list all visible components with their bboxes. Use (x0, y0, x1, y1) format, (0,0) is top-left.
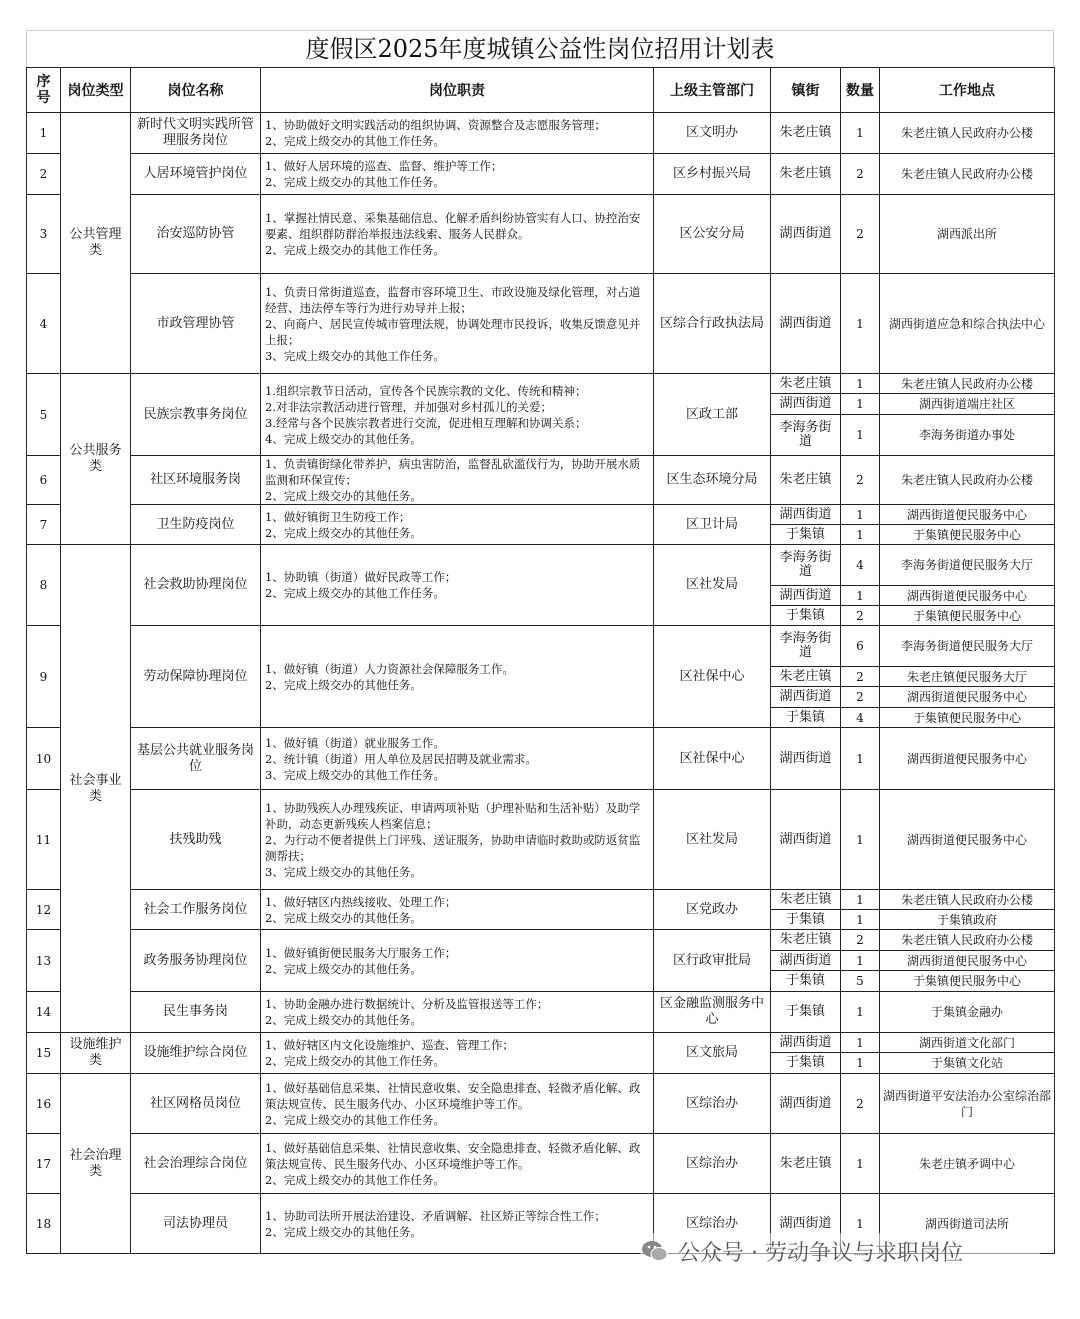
quantity-cell: 1 (841, 1053, 880, 1074)
department-cell: 区综治办 (654, 1074, 771, 1134)
quantity-cell: 2 (841, 195, 880, 274)
location-cell: 于集镇金融办 (880, 992, 1055, 1033)
duty-cell: 1、协助残疾人办理残疾证、申请两项补贴（护理补贴和生活补贴）及助学补助，动态更新残疾人档案信息； 2、为行动不便者提供上门评残、送证服务，协助申请临时救助或防返贫监测帮扶； 3、完成上级交办的其他任务。 (261, 790, 654, 890)
location-cell: 于集镇便民服务中心 (880, 525, 1055, 545)
table-row (27, 890, 1055, 910)
position-name-cell: 新时代文明实践所管理服务岗位 (131, 113, 261, 154)
table-row (27, 545, 1055, 586)
table-row (27, 992, 1055, 1033)
position-name-cell: 社会救助协理岗位 (131, 545, 261, 626)
row-number-cell: 18 (27, 1194, 61, 1254)
row-number-cell: 1 (27, 113, 61, 154)
town-cell: 湖西街道 (771, 274, 841, 374)
position-name-cell: 社会治理综合岗位 (131, 1134, 261, 1194)
table-row (27, 456, 1055, 505)
category-cell: 社会治理类 (61, 1074, 131, 1254)
duty-cell: 1、做好镇（街道）就业服务工作。 2、统计镇（街道）用人单位及居民招聘及就业需求。 3、完成上级交办的其他工作任务。 (261, 728, 654, 790)
duty-cell: 1、负责镇街绿化带养护，病虫害防治，监督乱砍滥伐行为，协助开展水质监测和环保宣传； 2、完成上级交办的其他任务。 (261, 456, 654, 505)
row-number-cell: 16 (27, 1074, 61, 1134)
town-cell: 于集镇 (771, 992, 841, 1033)
town-cell: 湖西街道 (771, 951, 841, 971)
location-cell: 湖西街道便民服务中心 (880, 951, 1055, 971)
town-cell: 朱老庄镇 (771, 667, 841, 687)
row-number-cell: 8 (27, 545, 61, 626)
duty-cell: 1、做好镇街卫生防疫工作； 2、完成上级交办的其他任务。 (261, 505, 654, 545)
location-cell: 朱老庄镇人民政府办公楼 (880, 456, 1055, 505)
department-cell: 区社发局 (654, 545, 771, 626)
duty-cell: 1、协助做好文明实践活动的组织协调、资源整合及志愿服务管理； 2、完成上级交办的其他工作任务。 (261, 113, 654, 154)
department-cell: 区卫计局 (654, 505, 771, 545)
table-row (27, 374, 1055, 394)
location-cell: 湖西街道便民服务中心 (880, 505, 1055, 525)
table-row (27, 1134, 1055, 1194)
duty-cell: 1、做好镇（街道）人力资源社会保障服务工作。 2、完成上级交办的其他任务。 (261, 626, 654, 728)
row-number-cell: 12 (27, 890, 61, 930)
duty-cell: 1、做好辖区内文化设施维护、巡查、管理工作； 2、完成上级交办的其他工作任务。 (261, 1033, 654, 1074)
town-cell: 湖西街道 (771, 586, 841, 606)
department-cell: 区生态环境分局 (654, 456, 771, 505)
location-cell: 李海务街道便民服务大厅 (880, 626, 1055, 667)
quantity-cell: 1 (841, 1194, 880, 1254)
quantity-cell: 2 (841, 930, 880, 951)
row-number-cell: 17 (27, 1134, 61, 1194)
quantity-cell: 2 (841, 667, 880, 687)
row-number-cell: 6 (27, 456, 61, 505)
location-cell: 湖西街道文化部门 (880, 1033, 1055, 1053)
row-number-cell: 4 (27, 274, 61, 374)
department-cell: 区政工部 (654, 374, 771, 456)
position-name-cell: 民生事务岗 (131, 992, 261, 1033)
table-row (27, 790, 1055, 890)
table-row (27, 154, 1055, 195)
quantity-cell: 1 (841, 394, 880, 415)
position-name-cell: 司法协理员 (131, 1194, 261, 1254)
quantity-cell: 4 (841, 545, 880, 586)
location-cell: 湖西街道便民服务中心 (880, 728, 1055, 790)
quantity-cell: 2 (841, 154, 880, 195)
town-cell: 湖西街道 (771, 790, 841, 890)
quantity-cell: 1 (841, 586, 880, 606)
row-number-cell: 15 (27, 1033, 61, 1074)
town-cell: 朱老庄镇 (771, 154, 841, 195)
position-name-cell: 人居环境管护岗位 (131, 154, 261, 195)
table-row (27, 113, 1055, 154)
town-cell: 于集镇 (771, 525, 841, 545)
duty-cell: 1.组织宗教节日活动，宣传各个民族宗教的文化、传统和精神； 2.对非法宗教活动进行管理，并加强对乡村孤儿的关爱； 3.经常与各个民族宗教者进行交流，促进相互理解和协调关系； 4、完成上级交办的其他任务。 (261, 374, 654, 456)
position-name-cell: 设施维护综合岗位 (131, 1033, 261, 1074)
department-cell: 区综合行政执法局 (654, 274, 771, 374)
quantity-cell: 6 (841, 626, 880, 667)
location-cell: 朱老庄镇人民政府办公楼 (880, 890, 1055, 910)
quantity-cell: 2 (841, 687, 880, 708)
duty-cell: 1、做好辖区内热线接收、处理工作； 2、完成上级交办的其他任务。 (261, 890, 654, 930)
quantity-cell: 1 (841, 1134, 880, 1194)
department-cell: 区党政办 (654, 890, 771, 930)
department-cell: 区文明办 (654, 113, 771, 154)
department-cell: 区文旅局 (654, 1033, 771, 1074)
quantity-cell: 1 (841, 505, 880, 525)
department-cell: 区公安分局 (654, 195, 771, 274)
department-cell: 区综治办 (654, 1134, 771, 1194)
town-cell: 朱老庄镇 (771, 1134, 841, 1194)
town-cell: 湖西街道 (771, 505, 841, 525)
position-name-cell: 市政管理协管 (131, 274, 261, 374)
town-cell: 湖西街道 (771, 1194, 841, 1254)
table-row (27, 930, 1055, 951)
town-cell: 于集镇 (771, 910, 841, 930)
recruitment-plan-table (26, 67, 1055, 1254)
quantity-cell: 1 (841, 728, 880, 790)
location-cell: 湖西街道平安法治办公室综治部门 (880, 1074, 1055, 1134)
wechat-icon (640, 1236, 670, 1266)
row-number-cell: 3 (27, 195, 61, 274)
table-row (27, 195, 1055, 274)
town-cell: 李海务街道 (771, 415, 841, 456)
department-cell: 区社发局 (654, 790, 771, 890)
duty-cell: 1、做好基础信息采集、社情民意收集、安全隐患排查、轻微矛盾化解、政策法规宣传、民生服务代办、小区环境维护等工作。 2、完成上级交办的其他工作任务。 (261, 1134, 654, 1194)
department-cell: 区综治办 (654, 1194, 771, 1254)
row-number-cell: 10 (27, 728, 61, 790)
town-cell: 湖西街道 (771, 394, 841, 415)
department-cell: 区社保中心 (654, 626, 771, 728)
quantity-cell: 1 (841, 374, 880, 394)
header-cell: 镇街 (771, 68, 841, 113)
location-cell: 于集镇便民服务中心 (880, 708, 1055, 728)
town-cell: 湖西街道 (771, 195, 841, 274)
quantity-cell: 1 (841, 525, 880, 545)
duty-cell: 1、做好基础信息采集、社情民意收集、安全隐患排查、轻微矛盾化解、政策法规宣传、民生服务代办、小区环境维护等工作。 2、完成上级交办的其他工作任务。 (261, 1074, 654, 1134)
header-cell: 工作地点 (880, 68, 1055, 113)
location-cell: 李海务街道办事处 (880, 415, 1055, 456)
row-number-cell: 5 (27, 374, 61, 456)
header-cell: 序号 (27, 68, 61, 113)
category-cell: 社会事业类 (61, 545, 131, 1033)
duty-cell: 1、掌握社情民意、采集基础信息、化解矛盾纠纷协管实有人口、协控治安要素、组织群防群治举报违法线索、服务人民群众。 2、完成上级交办的其他工作任务。 (261, 195, 654, 274)
quantity-cell: 1 (841, 992, 880, 1033)
town-cell: 湖西街道 (771, 728, 841, 790)
table-row (27, 626, 1055, 667)
duty-cell: 1、协助司法所开展法治建设、矛盾调解、社区矫正等综合性工作； 2、完成上级交办的其他任务。 (261, 1194, 654, 1254)
position-name-cell: 治安巡防协管 (131, 195, 261, 274)
row-number-cell: 11 (27, 790, 61, 890)
duty-cell: 1、协助金融办进行数据统计、分析及监管报送等工作； 2、完成上级交办的其他任务。 (261, 992, 654, 1033)
header-cell: 数量 (841, 68, 880, 113)
position-name-cell: 劳动保障协理岗位 (131, 626, 261, 728)
town-cell: 李海务街道 (771, 626, 841, 667)
location-cell: 李海务街道便民服务大厅 (880, 545, 1055, 586)
town-cell: 于集镇 (771, 971, 841, 992)
quantity-cell: 1 (841, 1033, 880, 1053)
location-cell: 湖西街道便民服务中心 (880, 586, 1055, 606)
town-cell: 于集镇 (771, 708, 841, 728)
table-row (27, 505, 1055, 525)
row-number-cell: 7 (27, 505, 61, 545)
duty-cell: 1、负责日常街道巡查，监督市容环境卫生、市政设施及绿化管理，对占道经营、违法停车等行为进行劝导并上报； 2、向商户、居民宣传城市管理法规，协调处理市民投诉，收集反馈意见并上报； 3、完成上级交办的其他工作任务。 (261, 274, 654, 374)
position-name-cell: 社会工作服务岗位 (131, 890, 261, 930)
town-cell: 湖西街道 (771, 1074, 841, 1134)
location-cell: 于集镇文化站 (880, 1053, 1055, 1074)
duty-cell: 1、做好镇街便民服务大厅服务工作； 2、完成上级交办的其他任务。 (261, 930, 654, 992)
town-cell: 湖西街道 (771, 1033, 841, 1053)
watermark (640, 1233, 1040, 1269)
location-cell: 朱老庄镇人民政府办公楼 (880, 113, 1055, 154)
location-cell: 朱老庄镇人民政府办公楼 (880, 930, 1055, 951)
department-cell: 区行政审批局 (654, 930, 771, 992)
location-cell: 朱老庄镇人民政府办公楼 (880, 374, 1055, 394)
quantity-cell: 1 (841, 910, 880, 930)
category-cell: 设施维护类 (61, 1033, 131, 1074)
watermark-text: 公众号 · 劳动争议与求职岗位 (678, 1240, 963, 1266)
position-name-cell: 基层公共就业服务岗位 (131, 728, 261, 790)
position-name-cell: 扶残助残 (131, 790, 261, 890)
duty-cell: 1、协助镇（街道）做好民政等工作； 2、完成上级交办的其他工作任务。 (261, 545, 654, 626)
row-number-cell: 13 (27, 930, 61, 992)
table-header-row (27, 68, 1055, 113)
position-name-cell: 卫生防疫岗位 (131, 505, 261, 545)
header-cell: 岗位名称 (131, 68, 261, 113)
town-cell: 李海务街道 (771, 545, 841, 586)
location-cell: 湖西街道应急和综合执法中心 (880, 274, 1055, 374)
quantity-cell: 2 (841, 606, 880, 626)
town-cell: 朱老庄镇 (771, 456, 841, 505)
quantity-cell: 1 (841, 113, 880, 154)
header-cell: 岗位职责 (261, 68, 654, 113)
header-cell: 岗位类型 (61, 68, 131, 113)
location-cell: 湖西街道便民服务中心 (880, 790, 1055, 890)
quantity-cell: 1 (841, 274, 880, 374)
category-cell: 公共服务类 (61, 374, 131, 545)
town-cell: 朱老庄镇 (771, 890, 841, 910)
position-name-cell: 民族宗教事务岗位 (131, 374, 261, 456)
town-cell: 朱老庄镇 (771, 930, 841, 951)
location-cell: 于集镇便民服务中心 (880, 971, 1055, 992)
location-cell: 朱老庄镇人民政府办公楼 (880, 154, 1055, 195)
town-cell: 于集镇 (771, 606, 841, 626)
position-name-cell: 社区网格员岗位 (131, 1074, 261, 1134)
table-row (27, 1074, 1055, 1134)
location-cell: 湖西派出所 (880, 195, 1055, 274)
quantity-cell: 2 (841, 1074, 880, 1134)
location-cell: 朱老庄镇便民服务大厅 (880, 667, 1055, 687)
table-row (27, 728, 1055, 790)
document-page (26, 30, 1054, 1254)
department-cell: 区乡村振兴局 (654, 154, 771, 195)
row-number-cell: 14 (27, 992, 61, 1033)
header-cell: 上级主管部门 (654, 68, 771, 113)
town-cell: 于集镇 (771, 1053, 841, 1074)
quantity-cell: 5 (841, 971, 880, 992)
quantity-cell: 2 (841, 456, 880, 505)
row-number-cell: 9 (27, 626, 61, 728)
duty-cell: 1、做好人居环境的巡查、监督、维护等工作； 2、完成上级交办的其他工作任务。 (261, 154, 654, 195)
town-cell: 湖西街道 (771, 687, 841, 708)
department-cell: 区社保中心 (654, 728, 771, 790)
quantity-cell: 1 (841, 890, 880, 910)
category-cell: 公共管理类 (61, 113, 131, 374)
table-row (27, 274, 1055, 374)
location-cell: 湖西街道端庄社区 (880, 394, 1055, 415)
quantity-cell: 4 (841, 708, 880, 728)
table-row (27, 1033, 1055, 1053)
location-cell: 于集镇便民服务中心 (880, 606, 1055, 626)
quantity-cell: 1 (841, 415, 880, 456)
town-cell: 朱老庄镇 (771, 113, 841, 154)
row-number-cell: 2 (27, 154, 61, 195)
page-title: 度假区2025年度城镇公益性岗位招用计划表 (26, 30, 1054, 67)
position-name-cell: 社区环境服务岗 (131, 456, 261, 505)
location-cell: 朱老庄镇矛调中心 (880, 1134, 1055, 1194)
town-cell: 朱老庄镇 (771, 374, 841, 394)
position-name-cell: 政务服务协理岗位 (131, 930, 261, 992)
location-cell: 于集镇政府 (880, 910, 1055, 930)
quantity-cell: 1 (841, 790, 880, 890)
location-cell: 湖西街道司法所 (880, 1194, 1055, 1254)
department-cell: 区金融监测服务中心 (654, 992, 771, 1033)
location-cell: 湖西街道便民服务中心 (880, 687, 1055, 708)
quantity-cell: 1 (841, 951, 880, 971)
